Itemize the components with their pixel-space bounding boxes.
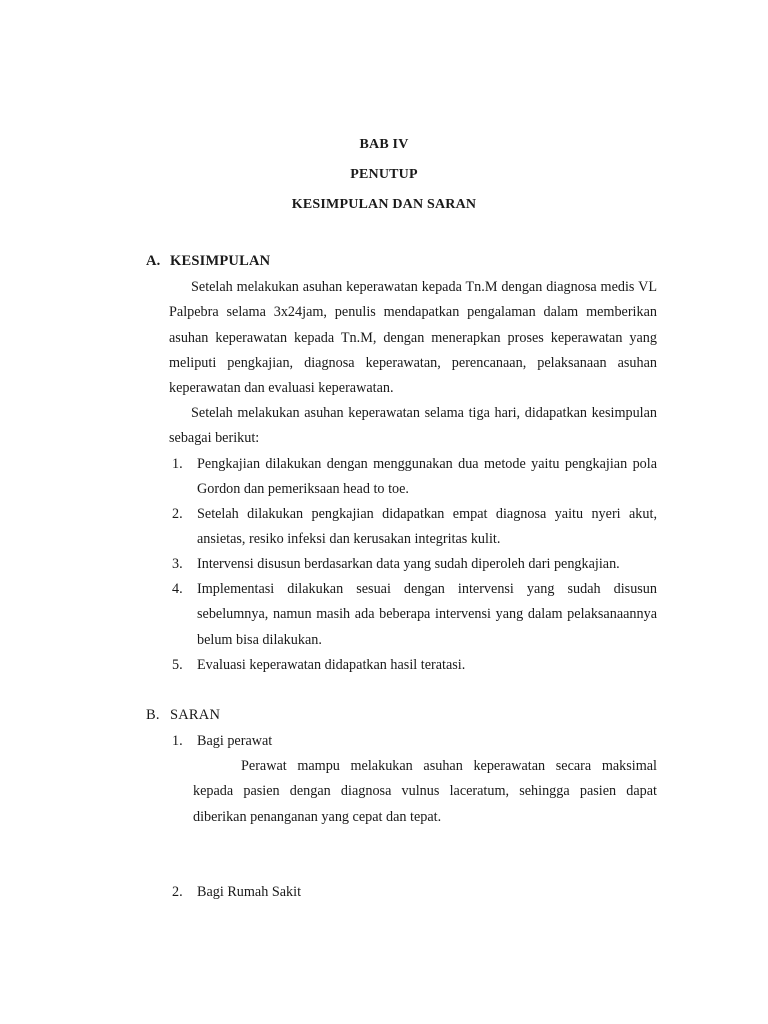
section-b-letter: B. (146, 707, 160, 723)
list-number: 2. (172, 506, 183, 522)
saran-item-2-heading (172, 880, 301, 905)
list-number: 4. (172, 581, 183, 597)
chapter-title: PENUTUP (350, 167, 418, 182)
kesimpulan-paragraph-2: Setelah melakukan asuhan keperawatan selama tiga hari, didapatkan kesimpulan sebagai berikut: (169, 405, 657, 447)
chapter-subtitle: KESIMPULAN DAN SARAN (291, 197, 477, 212)
section-b-title: SARAN (170, 707, 221, 723)
list-text: Setelah dilakukan pengkajian didapatkan empat diagnosa yaitu nyeri akut, ansietas, resiko infeksi dan kerusakan integritas kulit. (197, 506, 657, 548)
section-b-heading (146, 707, 220, 724)
list-number: 1. (172, 456, 183, 472)
kesimpulan-paragraph-1: Setelah melakukan asuhan keperawatan kepada Tn.M dengan diagnosa medis VL Palpebra selama 3x24jam, penulis mendapatkan pengalaman dalam memberikan asuhan keperawatan kepada Tn.M, dengan menerapkan proses keperawatan yang meliputi pengkajian, diagnosa keperawatan, perencanaan, pelaksanaan asuhan keperawatan dan evaluasi keperawatan. (169, 279, 657, 397)
list-number: 2. (172, 884, 183, 900)
saran-perawat-paragraph: Perawat mampu melakukan asuhan keperawatan secara maksimal kepada pasien dengan diagnosa vulnus laceratum, sehingga pasien dapat diberikan penanganan yang cepat dan tepat. (193, 758, 657, 825)
list-number: 5. (172, 657, 183, 673)
section-a-title: KESIMPULAN (170, 253, 271, 269)
list-text: Evaluasi keperawatan didapatkan hasil teratasi. (197, 657, 466, 673)
saran-item-label: Bagi Rumah Sakit (197, 884, 302, 900)
list-number: 3. (172, 556, 183, 572)
saran-item-1-heading (172, 729, 272, 754)
kesimpulan-list-item-2 (172, 502, 657, 552)
list-number: 1. (172, 733, 183, 749)
kesimpulan-list-item-4 (172, 577, 657, 653)
list-text: Implementasi dilakukan sesuai dengan intervensi yang sudah disusun sebelumnya, namun masih ada beberapa intervensi yang dalam pelaksanaannya belum bisa dilakukan. (197, 581, 657, 648)
list-text: Pengkajian dilakukan dengan menggunakan dua metode yaitu pengkajian pola Gordon dan pemeriksaan head to toe. (197, 456, 657, 498)
kesimpulan-list-item-1 (172, 452, 657, 502)
section-a-letter: A. (146, 253, 161, 269)
saran-item-label: Bagi perawat (197, 733, 273, 749)
kesimpulan-list-item-5 (172, 653, 657, 678)
list-text: Intervensi disusun berdasarkan data yang sudah diperoleh dari pengkajian. (197, 556, 620, 572)
kesimpulan-list-item-3 (172, 552, 657, 577)
section-a-heading (146, 253, 270, 270)
chapter-number: BAB IV (359, 137, 409, 152)
